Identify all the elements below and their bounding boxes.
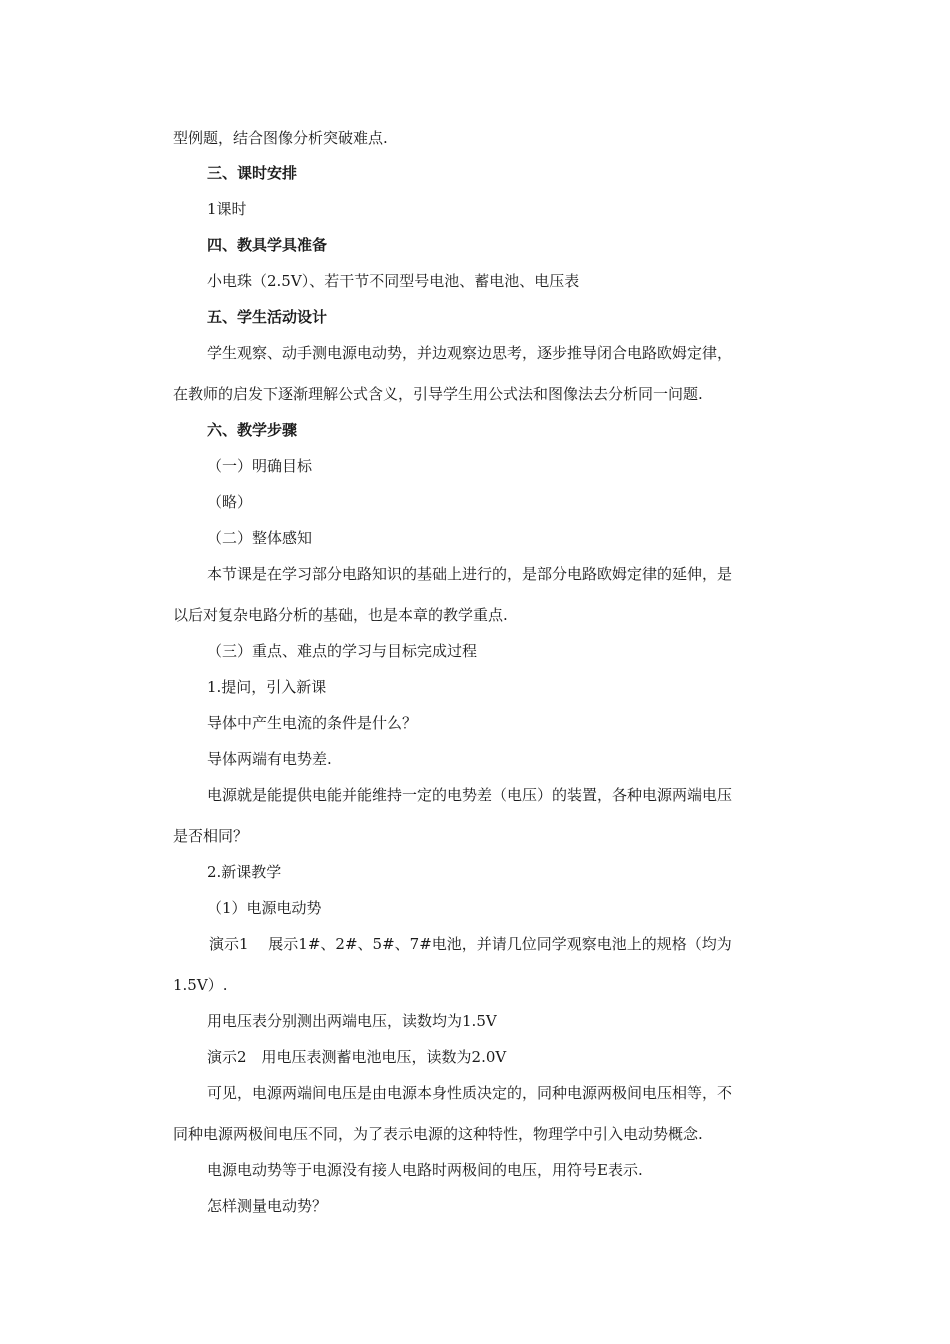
- answer-text: 导体两端有电势差.: [207, 750, 332, 768]
- power-source-text-line-2: 是否相同？: [173, 827, 249, 845]
- equipment-text: 小电珠（2.5V）、若干节不同型号电池、蓄电池、电压表: [207, 272, 580, 290]
- subheading-emf: （1）电源电动势: [207, 899, 322, 917]
- schedule-text: 1课时: [207, 200, 247, 218]
- subheading-overview: （二）整体感知: [207, 529, 313, 547]
- section-heading-activity: 五、学生活动设计: [207, 308, 328, 326]
- power-source-text-line-1: 电源就是能提供电能并能维持一定的电势差（电压）的装置，各种电源两端电压: [207, 786, 733, 804]
- demo-1-text-line-2: 1.5V）.: [173, 976, 228, 994]
- goal-text: （略）: [207, 493, 253, 511]
- section-heading-equipment: 四、教具学具准备: [207, 236, 328, 254]
- demo-1-text-line-1: 演示1 展示1#、2#、5#、7#电池，并请几位同学观察电池上的规格（均为: [209, 935, 732, 953]
- section-heading-steps: 六、教学步骤: [207, 421, 298, 439]
- emf-measure-question: 怎样测量电动势？: [207, 1197, 328, 1215]
- subheading-process: （三）重点、难点的学习与目标完成过程: [207, 642, 478, 660]
- demo-2-text: 演示2 用电压表测蓄电池电压，读数为2.0V: [207, 1048, 507, 1066]
- step-1-heading: 1.提问，引入新课: [207, 678, 327, 696]
- question-text: 导体中产生电流的条件是什么？: [207, 714, 418, 732]
- activity-text-line-2: 在教师的启发下逐渐理解公式含义，引导学生用公式法和图像法去分析同一问题.: [173, 385, 703, 403]
- overview-text-line-1: 本节课是在学习部分电路知识的基础上进行的，是部分电路欧姆定律的延伸，是: [207, 565, 733, 583]
- section-heading-schedule: 三、课时安排: [207, 164, 298, 182]
- emf-definition: 电源电动势等于电源没有接人电路时两极间的电压，用符号E表示.: [207, 1161, 643, 1179]
- demo-1-measurement: 用电压表分别测出两端电压，读数均为1.5V: [207, 1012, 497, 1030]
- conclusion-text-line-2: 同种电源两极间电压不同，为了表示电源的这种特性，物理学中引入电动势概念.: [173, 1125, 703, 1143]
- overview-text-line-2: 以后对复杂电路分析的基础，也是本章的教学重点.: [173, 606, 508, 624]
- conclusion-text-line-1: 可见，电源两端间电压是由电源本身性质决定的，同种电源两极间电压相等，不: [207, 1084, 733, 1102]
- activity-text-line-1: 学生观察、动手测电源电动势，并边观察边思考，逐步推导闭合电路欧姆定律，: [207, 344, 733, 362]
- paragraph-continuation: 型例题，结合图像分析突破难点.: [173, 129, 388, 147]
- subheading-goal: （一）明确目标: [207, 457, 313, 475]
- step-2-heading: 2.新课教学: [207, 863, 282, 881]
